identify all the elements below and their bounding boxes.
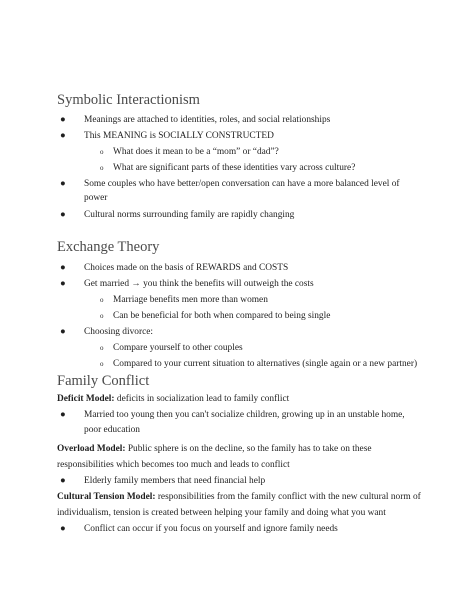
cultural-tension-model-continuation: individualism, tension is created between helping your family and doing what you want [57, 508, 386, 518]
sub-list-item: Compare yourself to other couples [113, 343, 243, 353]
cultural-tension-model-label: Cultural Tension Model: [57, 492, 156, 502]
heading-symbolic-interactionism: Symbolic Interactionism [57, 92, 200, 108]
bullet-icon: ● [60, 179, 66, 189]
bullet-icon: ● [60, 279, 66, 289]
deficit-model-paragraph [57, 393, 289, 405]
cultural-tension-model-paragraph [57, 491, 421, 503]
list-item: Conflict can occur if you focus on yourself and ignore family needs [84, 524, 338, 534]
overload-model-label: Overload Model: [57, 444, 126, 454]
list-item: Get married → you think the benefits will outweigh the costs [84, 279, 314, 289]
sub-list-item: Compared to your current situation to alternatives (single again or a new partner) [113, 359, 418, 369]
sub-bullet-icon: o [100, 344, 104, 352]
bullet-icon: ● [60, 263, 66, 273]
list-item: Elderly family members that need financial help [84, 476, 266, 486]
heading-exchange-theory: Exchange Theory [57, 239, 160, 255]
sub-list-item: Can be beneficial for both when compared to being single [113, 311, 331, 321]
sub-bullet-icon: o [100, 296, 104, 304]
heading-family-conflict: Family Conflict [57, 373, 150, 389]
sub-list-item: Marriage benefits men more than women [113, 295, 268, 305]
list-item-continuation: power [84, 193, 108, 203]
bullet-icon: ● [60, 524, 66, 534]
list-item: Meanings are attached to identities, roles, and social relationships [84, 115, 331, 125]
bullet-icon: ● [60, 115, 66, 125]
list-item: Choices made on the basis of REWARDS and COSTS [84, 263, 289, 273]
list-item: Some couples who have better/open conversation can have a more balanced level of [84, 179, 400, 189]
overload-model-text: Public sphere is on the decline, so the family has to take on these [125, 444, 372, 454]
sub-bullet-icon: o [100, 312, 104, 320]
deficit-model-text: deficits in socialization lead to family conflict [114, 394, 290, 404]
overload-model-continuation: responsibilities which becomes too much and leads to conflict [57, 460, 290, 470]
overload-model-paragraph [57, 443, 372, 455]
sub-list-item: What are significant parts of these identities vary across culture? [113, 163, 356, 173]
deficit-model-label: Deficit Model: [57, 394, 115, 404]
list-item: Married too young then you can't socialize children, growing up in an unstable home, [84, 410, 405, 420]
list-item: Choosing divorce: [84, 327, 154, 337]
bullet-icon: ● [60, 476, 66, 486]
sub-bullet-icon: o [100, 164, 104, 172]
sub-bullet-icon: o [100, 360, 104, 368]
bullet-icon: ● [60, 131, 66, 141]
cultural-tension-model-text: responsibilities from the family conflict with the new cultural norm of [155, 492, 421, 502]
list-item: Cultural norms surrounding family are rapidly changing [84, 210, 295, 220]
bullet-icon: ● [60, 210, 66, 220]
sub-list-item: What does it mean to be a “mom” or “dad”? [113, 147, 279, 157]
sub-bullet-icon: o [100, 148, 104, 156]
bullet-icon: ● [60, 410, 66, 420]
bullet-icon: ● [60, 327, 66, 337]
list-item: This MEANING is SOCIALLY CONSTRUCTED [84, 131, 274, 141]
list-item-continuation: poor education [84, 425, 140, 435]
